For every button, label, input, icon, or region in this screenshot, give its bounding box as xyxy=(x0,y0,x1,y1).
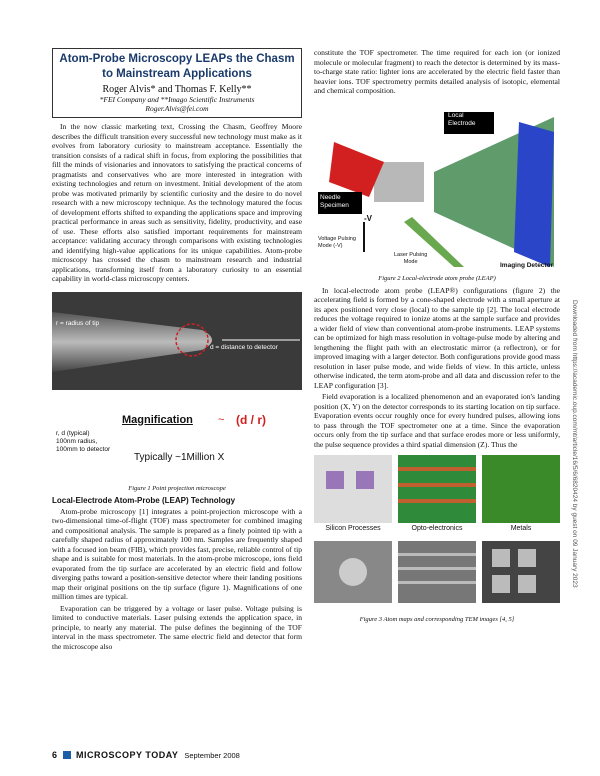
fig3-label: Silicon Processes xyxy=(325,525,381,532)
atom-map-silicon xyxy=(314,455,392,523)
page-footer xyxy=(52,748,560,762)
body-paragraph: Atom-probe microscopy [1] integrates a point-projection microscope with a two-dimensional time-of-flight (TOF) mass spectrometer for combined imaging and compositional analysis. The sample is prepared as a finely pointed tip with a carefully shaped radius of approximately 100 nm. Samples are frequently shaped with a focused ion beam (FIB), which provides fast, precise, reliable control of tip shape and is suitable for most materials. In the atom-probe microscope, ions field evaporated from the tip surface are accelerated by an electric field and follow diverging paths toward a position-sensitive detector where their landing positions map their original positions on the tip surface (figure 1). Magnifications of one million times are typical. xyxy=(52,506,302,601)
fig3-label: Metals xyxy=(510,525,532,532)
body-paragraph: Evaporation can be triggered by a voltage or laser pulse. Voltage pulsing is limited to conductive materials. Laser pulsing extends the application space, in principle, to nearly any material. The pulse defines the beginning of the TOF interval in the mass spectrometer. The same electric field and detector that form the microscope also xyxy=(52,603,302,651)
label-voltage: -V xyxy=(364,213,372,223)
footer-square-icon xyxy=(63,751,71,759)
article-email: Roger.Alvis@fei.com xyxy=(145,104,209,113)
ratio: (d / r) xyxy=(236,412,266,427)
atom-map-metals xyxy=(482,455,560,523)
typical-line: 100nm radius, xyxy=(56,437,98,445)
magazine-name: MICROSCOPY TODAY xyxy=(76,750,179,760)
intro-paragraph: In the now classic marketing text, Crossing the Chasm, Geoffrey Moore describes the difficult transition every successful new technology must make as it evolves from laboratory curiosity to mainstream acceptance. Essentially the transition consists of a radical shift in focus, from exploring the possibilities that fill the minds of visionaries and innovators to satisfying the practical concerns of pragmatists and conservatives who are more interested in integration with existing technologies and return on investment. Initial development of the atom probe was motivated primarily by scientific curiosity and the desire to do novel research with a new microscopy technique. As the technology matured the focus of development efforts shifted to expanding the applications space and improving practical performance in areas such as sensitivity, fidelity, productivity, and ease of use. These efforts also satisfied important requirements for mainstream acceptance: validating accuracy through comparisons with existing technologies and identifying high-value applications for its unique capabilities. Atom-probe microscopy has crossed the chasm to mainstream research and industrial applications, transforming itself from a laboratory curiosity to an essential capability in world-class microscopy centers. xyxy=(52,122,302,283)
tilde: ~ xyxy=(218,413,225,426)
imaging-detector xyxy=(514,122,554,267)
label-distance: d = distance to detector xyxy=(210,343,278,351)
electrode-body xyxy=(374,162,424,202)
article-affiliation: *FEI Company and **Imago Scientific Instruments xyxy=(99,95,255,104)
issue-date: September 2008 xyxy=(184,750,240,760)
article-authors: Roger Alvis* and Thomas F. Kelly** xyxy=(102,84,252,95)
right-column xyxy=(314,48,560,627)
figure-2 xyxy=(314,102,560,272)
figure-1 xyxy=(52,292,302,482)
label-radius: r = radius of tip xyxy=(56,319,100,327)
typical-line: 100mm to detector xyxy=(56,445,111,453)
left-column xyxy=(52,48,302,651)
title-box xyxy=(52,48,302,118)
typical-values xyxy=(56,430,110,454)
section-heading: Local-Electrode Atom-Probe (LEAP) Technology xyxy=(52,495,236,505)
figure-1-caption: Figure 1 Point projection microscope xyxy=(128,484,226,492)
label-laser-mode: Laser Pulsing Mode xyxy=(394,251,428,265)
page-number: 6 xyxy=(52,750,58,760)
atom-map-opto xyxy=(398,455,476,523)
tem-opto xyxy=(398,541,476,603)
body-paragraph: constitute the TOF spectrometer. The time required for each ion (or ionized molecule or molecular fragment) to reach the detector is determined by its mass-to-charge state ratio: lighter ions are accelerated by the electric field faster than heavier ions. TOF spectrometry permits detailed analysis of isotopic, elemental and chemical composition. xyxy=(314,48,560,95)
fig3-label: Opto-electronics xyxy=(411,525,463,532)
figure-3-caption: Figure 3 Atom maps and corresponding TEM images [4, 5] xyxy=(359,616,515,623)
label-local-electrode: Local Electrode xyxy=(448,111,476,127)
typical-mag: Typically ~1Million X xyxy=(134,451,225,463)
label-imaging: Imaging Detector xyxy=(500,261,554,269)
body-paragraph: In local-electrode atom probe (LEAP®) configurations (figure 2) the accelerating field is formed by a cone-shaped electrode with a small aperture at its apex positioned very close (local) to the sample tip [2]. The local electrode reduces the voltage required to ionize atoms at the sample surface and provides a wider field of view than conventional atom-probe instruments. LEAP systems can be optimized for high mass resolution in voltage-pulse mode by altering and lengthening the flight path with an electrostatic mirror (a reflectron), or for improved imaging with a larger detector. Both configurations provide good mass resolution in laser pulse mode, and wide fields of view. In this article, unless otherwise indicated, the term atom-probe and all data and discussion refer to the LEAP configuration [3]. xyxy=(314,285,560,390)
download-note: Downloaded from https://academic.oup.com/mt/article/16/5/6/6820424 by guest on 09 January 2023 xyxy=(571,300,578,588)
typical-line: r, d (typical) xyxy=(56,429,90,437)
body-paragraph: Field evaporation is a localized phenomenon and an evaporated ion's landing position (X, Y) on the detector corresponds to its starting location on tip surface. Evaporation events occur roughly once for every hundred pulses, allowing ions to pass through the TOF spectrometer one at a time. Since the evaporation occurs only from the tip surface and that surface erodes more or less uniformly, the pulse sequence provides a third spatial dimension (Z). Thus the xyxy=(314,392,560,449)
article-title: Atom-Probe Microscopy LEAPs the Chasm to Mainstream Applications xyxy=(59,53,295,80)
figure-3 xyxy=(314,455,560,613)
magnification-label: Magnification xyxy=(122,413,193,426)
figure-2-caption: Figure 2 Local-electrode atom probe (LEAP) xyxy=(378,274,496,282)
label-needle: Needle Specimen xyxy=(320,193,349,209)
label-voltage-mode: Voltage Pulsing Mode (-V) xyxy=(318,235,356,249)
